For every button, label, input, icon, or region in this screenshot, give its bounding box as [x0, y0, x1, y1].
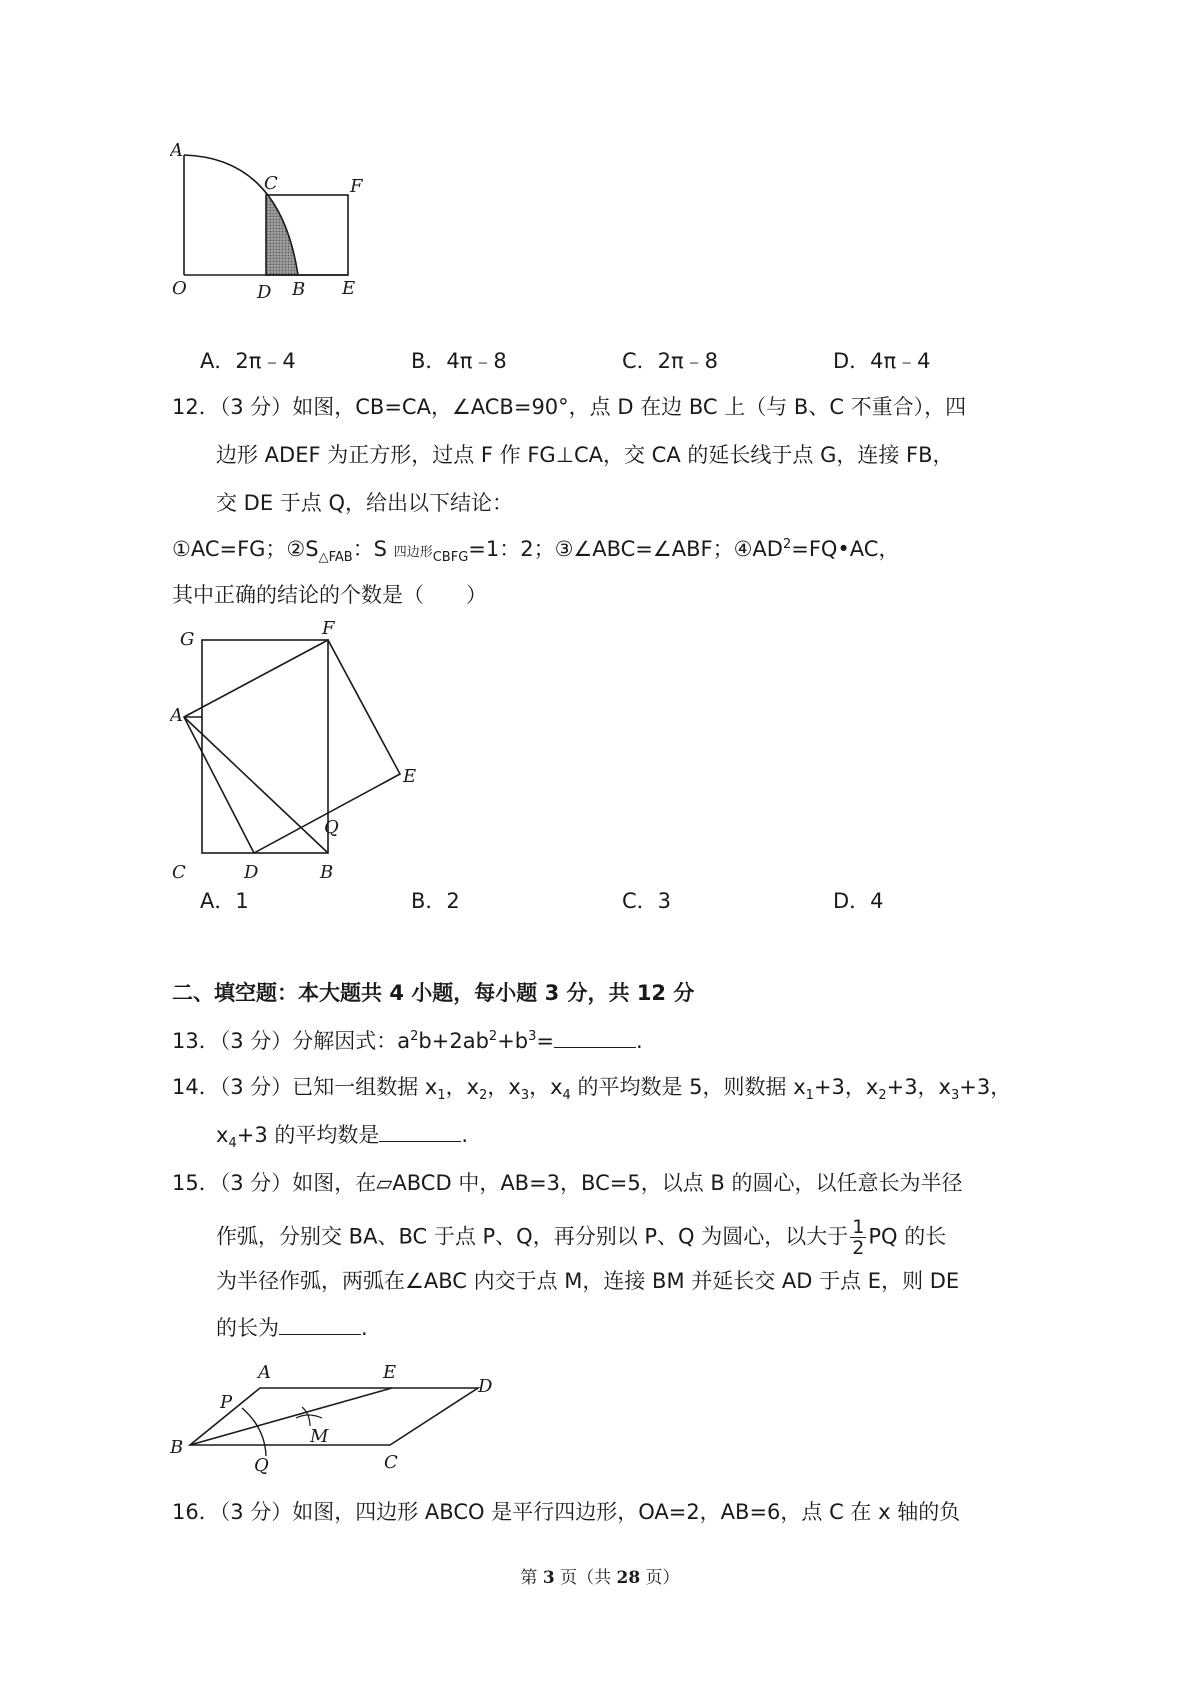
rectangle-CBFG: [202, 640, 328, 853]
q11-option-a: A．2π﹣4: [200, 349, 296, 373]
figure-q15: [170, 1350, 510, 1475]
label-O: O: [172, 278, 187, 299]
q12-line-3: 交 DE 于点 Q，给出以下结论：: [216, 491, 513, 515]
q12-question: 其中正确的结论的个数是（ ）: [172, 583, 487, 607]
page-footer: 第 3 页（共 28 页）: [520, 1568, 680, 1588]
label-F: F: [322, 618, 335, 639]
q12-option-c: C．3: [622, 889, 672, 913]
label-Q: Q: [324, 817, 339, 838]
q14-line-1: 14．（3 分）已知一组数据 $x_1$，$x_2$，$x_3$，$x_4$ 的平均数是 5，则数据 $x_1+3$，$x_2+3$，$x_3+3$，: [172, 1075, 1012, 1104]
q12-option-b: B．2: [411, 889, 460, 913]
q12-conclusions: ①AC=FG；$②S_{\triangle FAB}$：S 四边形$_{CBFG}$=1：2；③∠ABC=∠ABF；$④AD^2=FQ•AC$，: [172, 537, 900, 566]
q15-line-3: 为半径作弧，两弧在∠ABC 内交于点 M，连接 BM 并延长交 AD 于点 E，则 DE: [216, 1269, 960, 1293]
answer-blank[interactable]: [379, 1119, 461, 1142]
label-D: D: [478, 1376, 493, 1397]
label-A: A: [170, 140, 183, 161]
label-P: P: [220, 1392, 233, 1413]
figure-q12: [170, 610, 430, 885]
q12-line-1: 12．（3 分）如图，CB=CA，∠ACB=90°，点 D 在边 BC 上（与 B、C 不重合），四: [172, 395, 967, 419]
label-C: C: [384, 1452, 398, 1473]
q15-line-2: 作弧，分别交 BA、BC 于点 P、Q，再分别以 P、Q 为圆心，以大于 $\frac{1}{2}$ PQ 的长: [216, 1216, 947, 1259]
q15-line-4: 的长为 .: [216, 1312, 368, 1343]
figure-q11: [170, 140, 390, 320]
parallelogram-ABCD: [190, 1388, 478, 1445]
q13-line: 13．（3 分）分解因式：$a^2b+2ab^2+b^3=$ .: [172, 1025, 643, 1056]
arc-PQ: [242, 1408, 266, 1456]
label-M: M: [310, 1426, 329, 1447]
q12-line-2: 边形 ADEF 为正方形，过点 F 作 FG⊥CA，交 CA 的延长线于点 G，连接 FB，: [216, 443, 954, 467]
shaded-region: [266, 195, 298, 275]
label-A: A: [170, 705, 183, 726]
q15-line-1: 15．（3 分）如图，在▱ABCD 中，AB=3，BC=5，以点 B 的圆心，以任意长为半径: [172, 1171, 963, 1195]
q12-option-d: D．4: [833, 889, 884, 913]
q16-line-1: 16．（3 分）如图，四边形 ABCO 是平行四边形，OA=2，AB=6，点 C 在 x 轴的负: [172, 1500, 961, 1524]
label-B: B: [170, 1437, 184, 1458]
q11-option-d: D．4π﹣4: [833, 349, 931, 373]
section-2-heading: 二、填空题：本大题共 4 小题，每小题 3 分，共 12 分: [172, 981, 695, 1005]
label-E: E: [403, 766, 417, 787]
label-F: F: [350, 176, 363, 197]
label-C: C: [264, 173, 278, 194]
answer-blank[interactable]: [554, 1025, 636, 1048]
answer-blank[interactable]: [279, 1312, 361, 1335]
fraction-one-half: $\frac{1}{2}$: [852, 1216, 865, 1259]
label-E: E: [342, 278, 356, 299]
q12-option-a: A．1: [200, 889, 249, 913]
label-D: D: [257, 282, 272, 303]
label-B: B: [292, 279, 306, 300]
q14-line-2: $x_4+3$ 的平均数是 .: [216, 1119, 468, 1150]
label-G: G: [180, 629, 195, 650]
q11-option-b: B．4π﹣8: [411, 349, 507, 373]
label-D: D: [244, 862, 259, 883]
label-Q: Q: [254, 1455, 269, 1475]
label-E: E: [383, 1362, 397, 1383]
label-A: A: [258, 1362, 271, 1383]
label-B: B: [320, 862, 334, 883]
q11-option-c: C．2π﹣8: [622, 349, 719, 373]
label-C: C: [172, 862, 186, 883]
